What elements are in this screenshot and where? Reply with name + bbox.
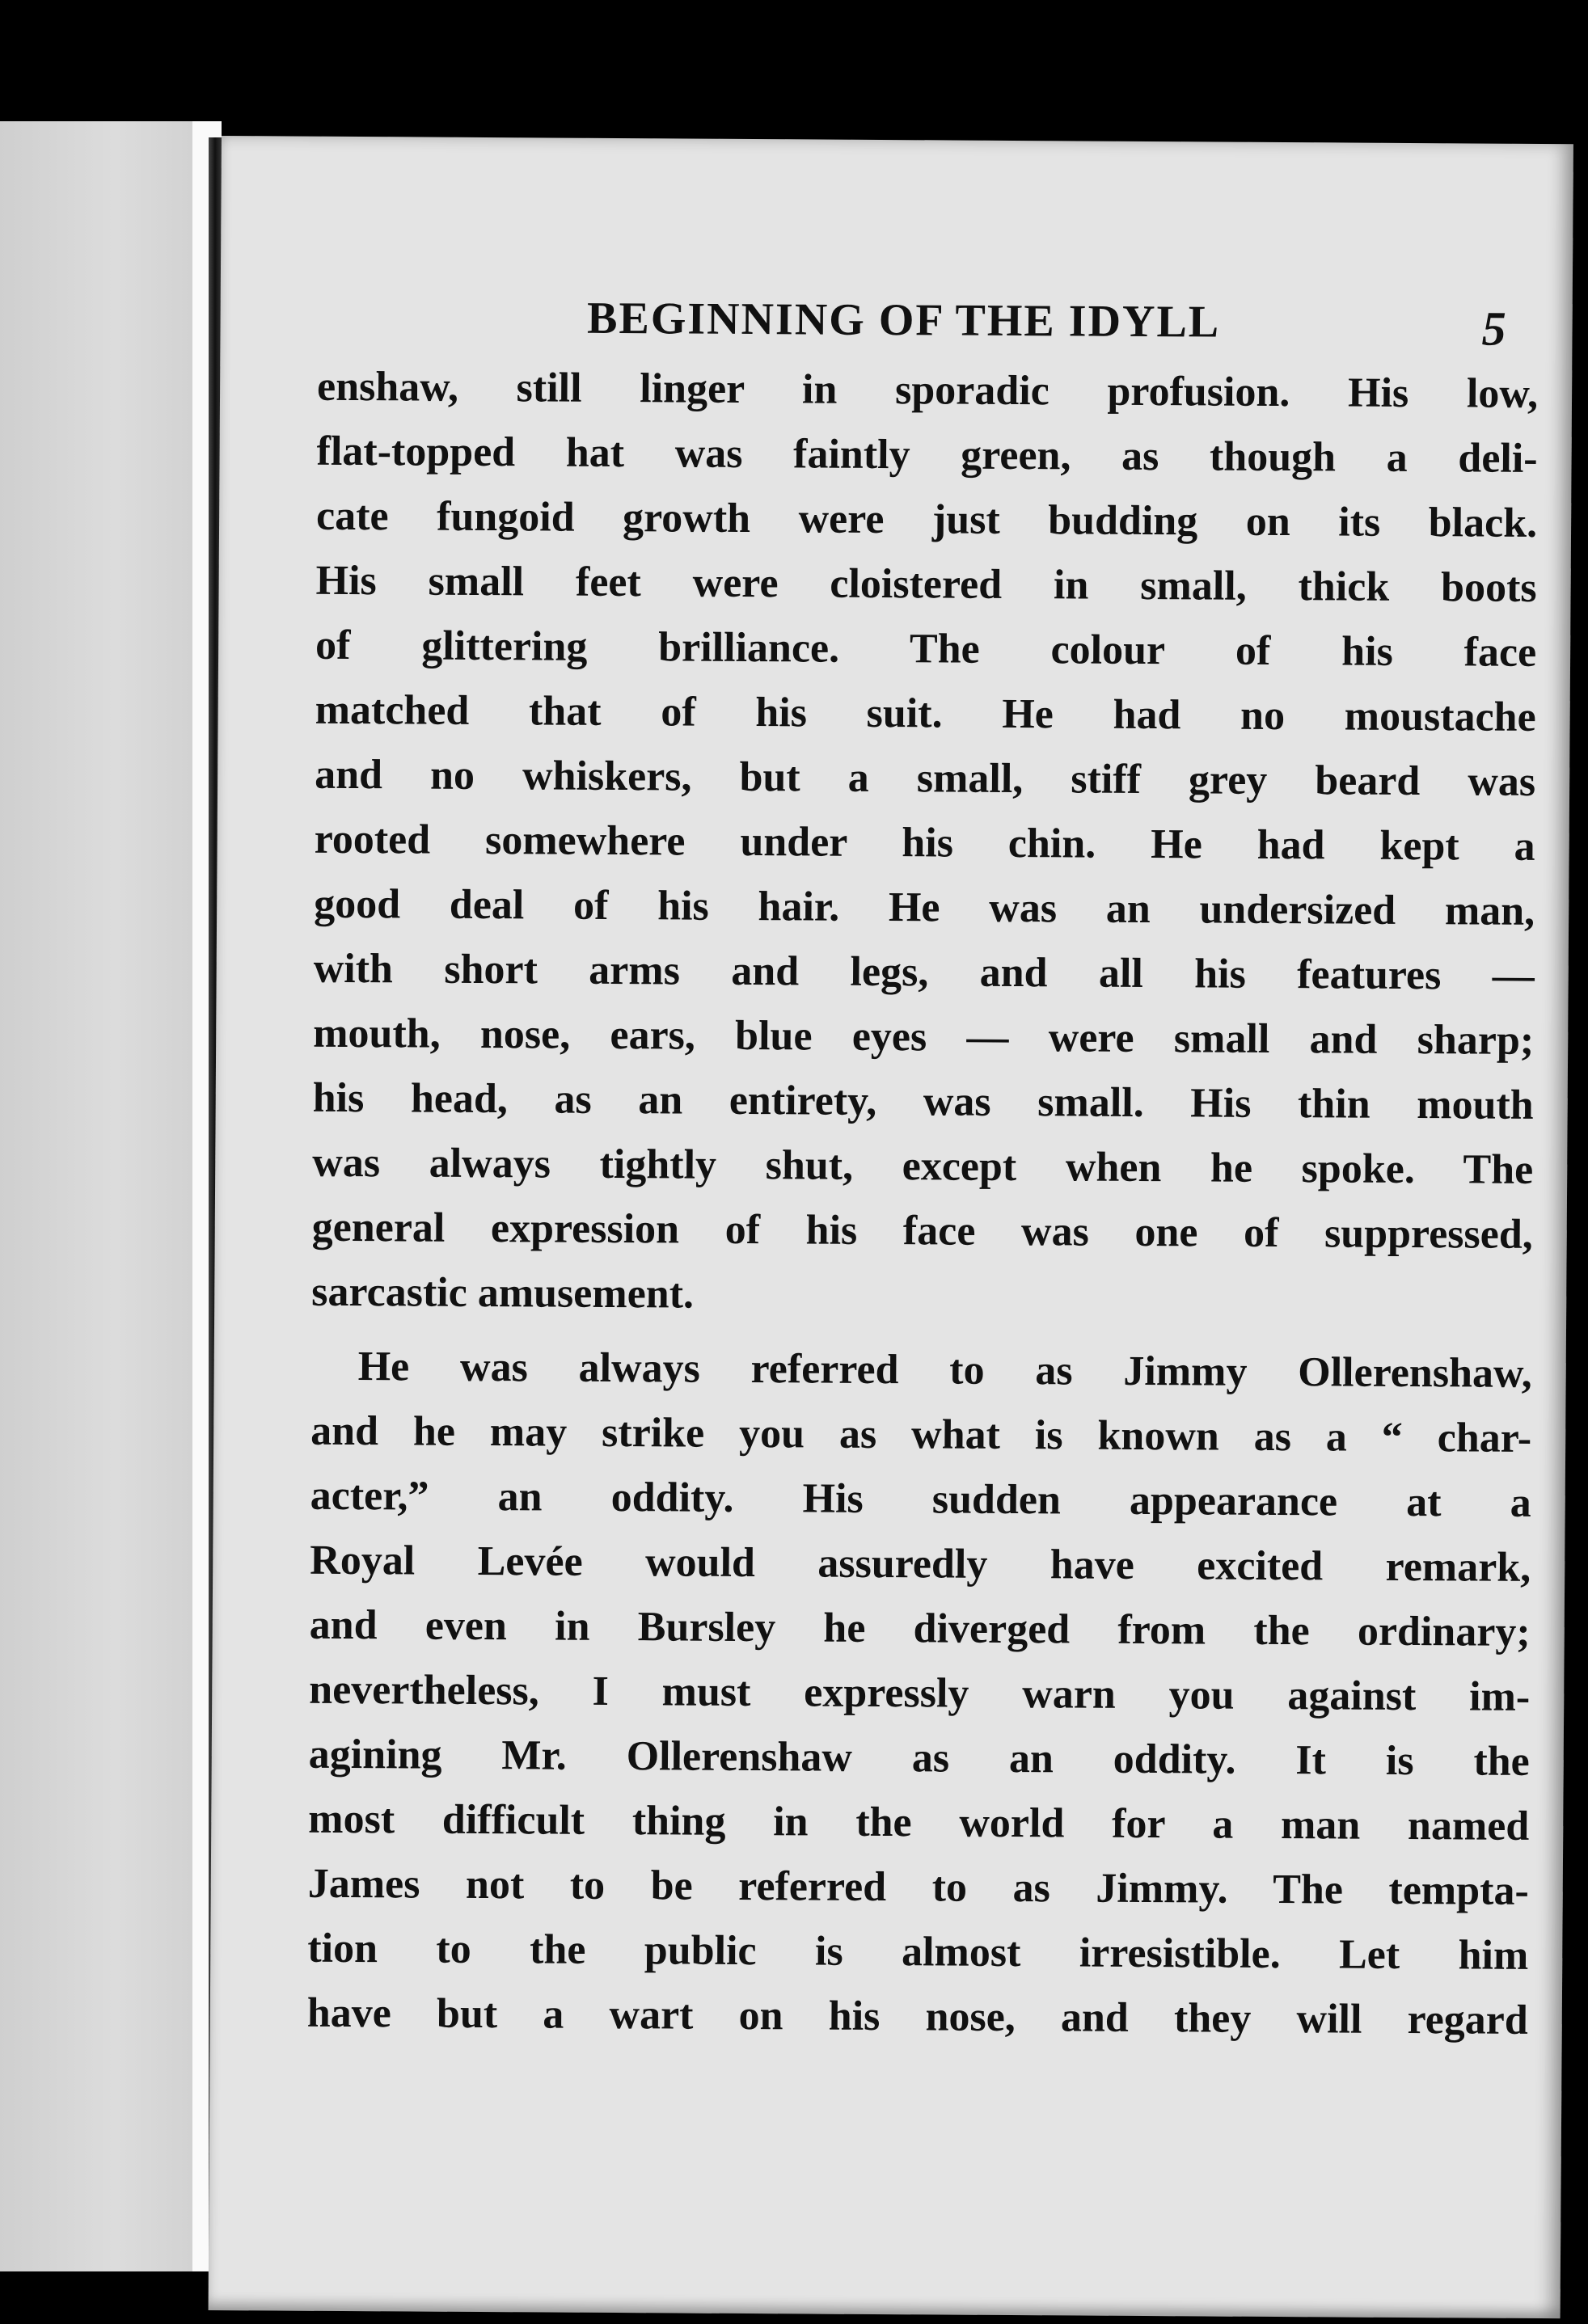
- text-line: was always tightly shut, except when he spoke. The: [312, 1139, 1534, 1193]
- text-line: rooted somewhere under his chin. He had kept a: [314, 816, 1535, 870]
- text-line: enshaw, still linger in sporadic profusion. His low,: [316, 363, 1539, 417]
- page-number: 5: [1481, 302, 1506, 356]
- paragraph-2: [307, 1335, 1532, 2053]
- body-text: [307, 355, 1539, 2053]
- text-line: His small feet were cloistered in small, thick boots: [315, 557, 1537, 611]
- running-title: BEGINNING OF THE IDYLL: [586, 293, 1221, 348]
- text-line: and even in Bursley he diverged from the ordinary;: [309, 1601, 1531, 1655]
- text-line: nevertheless, I must expressly warn you against im-: [309, 1666, 1531, 1720]
- text-line: of glittering brilliance. The colour of his face: [315, 622, 1537, 676]
- text-line: his head, as an entirety, was small. His thin mouth: [312, 1074, 1534, 1128]
- text-line: agining Mr. Ollerenshaw as an oddity. It is the: [308, 1731, 1530, 1785]
- text-line: good deal of his hair. He was an undersized man,: [314, 880, 1535, 934]
- text-line: Royal Levée would assuredly have excited remark,: [310, 1537, 1531, 1591]
- text-line: have but a wart on his nose, and they will regard: [306, 1989, 1528, 2044]
- text-line: cate fungoid growth were just budding on its black.: [315, 492, 1538, 546]
- text-line: matched that of his suit. He had no moustache: [315, 686, 1536, 740]
- previous-page-edge: [0, 121, 192, 2271]
- text-line: James not to be referred to as Jimmy. The tempta-: [307, 1860, 1529, 1914]
- text-line: with short arms and legs, and all his features —: [313, 945, 1535, 999]
- book-page: [209, 136, 1573, 2318]
- text-line: sarcastic amusement.: [311, 1268, 695, 1318]
- text-line: most difficult thing in the world for a man named: [308, 1795, 1530, 1849]
- text-line: and no whiskers, but a small, stiff grey beard was: [315, 751, 1536, 805]
- text-line: acter,” an oddity. His sudden appearance at a: [310, 1472, 1531, 1526]
- paragraph-1: [311, 355, 1538, 1332]
- text-line: flat-topped hat was faintly green, as though a deli-: [316, 428, 1538, 482]
- running-head: [495, 281, 1506, 361]
- text-line: He was always referred to as Jimmy Ollerenshaw,: [357, 1343, 1532, 1397]
- text-line: tion to the public is almost irresistible. Let him: [307, 1925, 1529, 1979]
- text-line: general expression of his face was one of suppressed,: [311, 1204, 1533, 1258]
- text-line: mouth, nose, ears, blue eyes — were small and sharp;: [313, 1010, 1535, 1064]
- text-line: and he may strike you as what is known as a “ char-: [310, 1407, 1532, 1461]
